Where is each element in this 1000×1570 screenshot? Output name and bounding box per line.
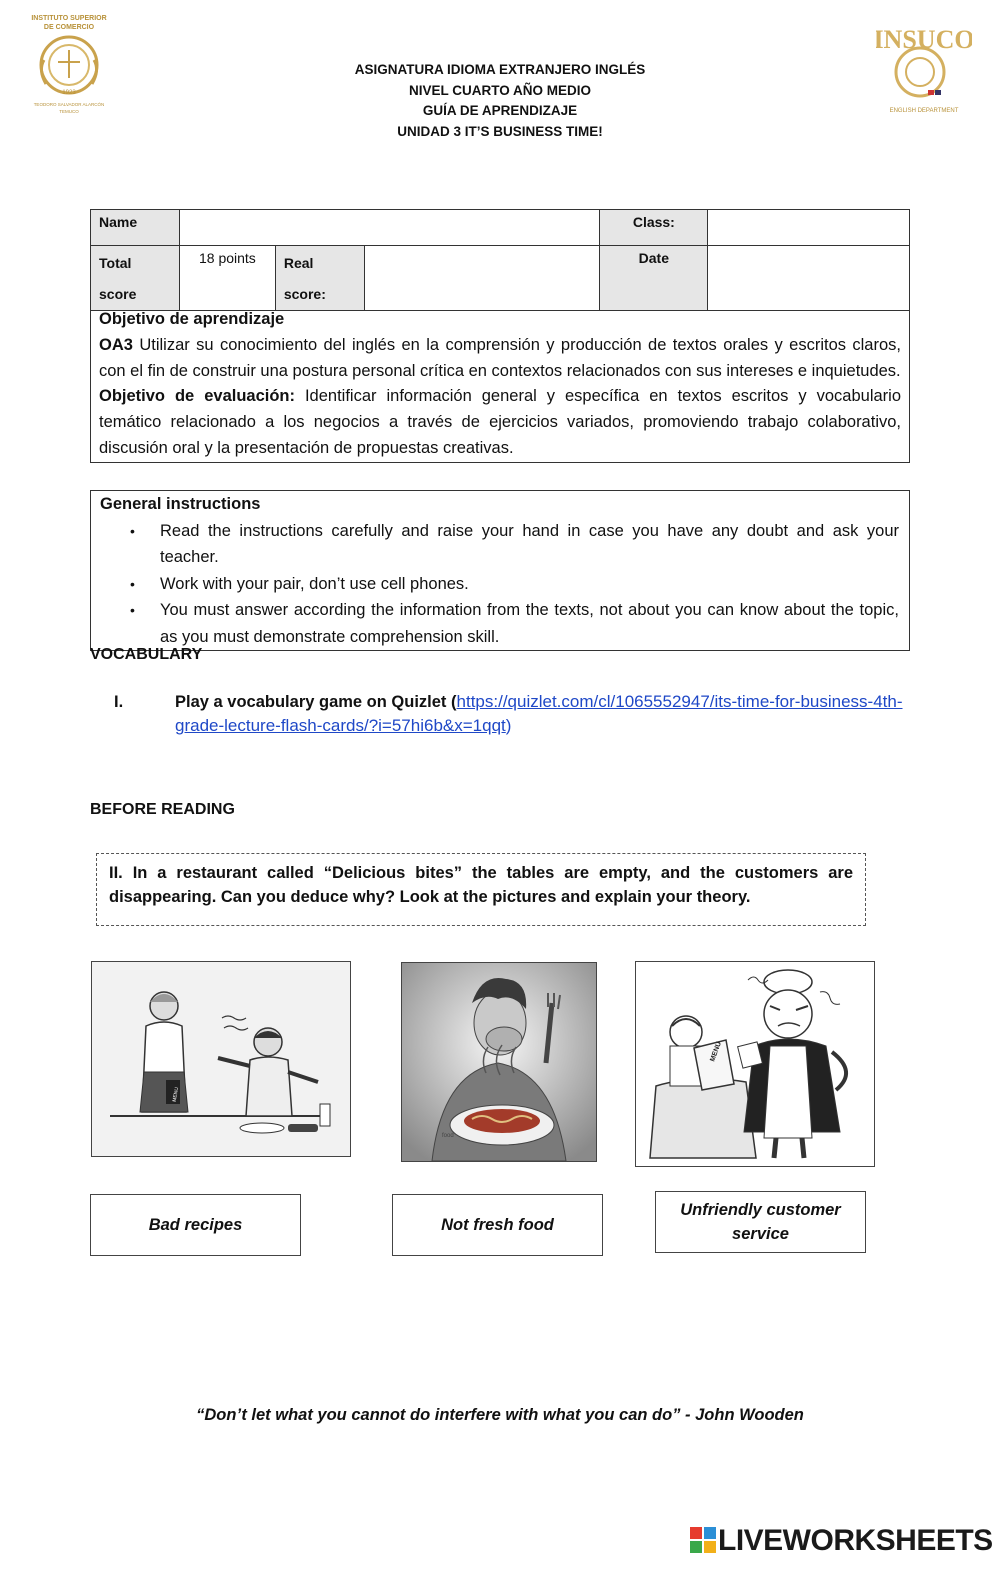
score-label: score	[99, 286, 137, 302]
liveworksheets-text: LIVEWORKSHEETS	[718, 1524, 993, 1557]
caption-unfriendly-service: Unfriendly customer service	[655, 1191, 866, 1253]
oa3-code: OA3	[99, 335, 133, 354]
oa3-text: Utilizar su conocimiento del inglés en la comprensión y producción de textos orales y escritos claros, con el fin de construir una postura personal crítica en contextos relacionados con sus intereses e inquietudes.	[99, 335, 901, 380]
header-unit: UNIDAD 3 IT’S BUSINESS TIME!	[397, 123, 603, 139]
food-label: food	[442, 1133, 454, 1139]
menu-word-3: MENU	[709, 1040, 723, 1063]
evaluation-text: Identificar información general y específica en textos escritos y vocabulario temático relacionado a los negocios a través de ejercicios variados, promoviendo trabajo colaborativo, discusión oral y la presentación de propuestas creativas.	[99, 387, 901, 457]
date-field[interactable]	[708, 246, 910, 311]
real-score-field[interactable]	[364, 246, 600, 311]
total-score-label	[91, 246, 180, 311]
quizlet-link[interactable]: https://quizlet.com/cl/1065552947/its-time-for-business-4th-grade-lecture-flash-cards/?i=57hi6b&x=1qqt	[175, 692, 903, 735]
prompt-text: . In a restaurant called “Delicious bites” the tables are empty, and the customers are disappearing. Can you deduce why? Look at the pictures and explain your theory.	[109, 864, 853, 906]
logo-text-line1: INSTITUTO SUPERIOR	[31, 15, 107, 22]
vocabulary-close-paren: )	[505, 716, 512, 735]
insuco-subtitle: ENGLISH DEPARTMENT	[889, 108, 959, 114]
liveworksheets-icon	[690, 1527, 716, 1553]
class-field[interactable]	[708, 210, 910, 246]
vocabulary-number: I.	[114, 693, 124, 711]
objectives-box	[90, 307, 910, 463]
instruction-item: • Read the instructions carefully and raise your hand in case you have any doubt and ask your teacher.	[160, 518, 899, 571]
caption-bad-recipes: Bad recipes	[90, 1194, 301, 1256]
name-label: Name	[91, 210, 180, 246]
logo-year: 1923	[62, 90, 76, 96]
john-wooden-quote: “Don’t let what you cannot do interfere with what you can do” - John Wooden	[196, 1406, 804, 1424]
insuco-name: INSUCO	[876, 25, 972, 54]
instruction-item: • You must answer according the information from the texts, not about you can know about the topic, as you must demonstrate comprehension skill.	[160, 597, 899, 650]
header-subject: ASIGNATURA IDIOMA EXTRANJERO INGLÉS	[354, 62, 646, 77]
vocabulary-title: VOCABULARY	[90, 646, 203, 663]
student-info-table	[90, 209, 910, 311]
general-instructions-box	[90, 490, 910, 651]
instructions-title: General instructions	[100, 495, 261, 513]
header-guide: GUÍA DE APRENDIZAJE	[422, 103, 578, 118]
vocabulary-intro: Play a vocabulary game on Quizlet (	[175, 693, 457, 711]
restaurant-prompt-box	[96, 853, 866, 926]
instruction-item: • Work with your pair, don’t use cell phones.	[160, 571, 899, 598]
logo-footer2: TEMUCO	[59, 109, 79, 114]
instructions-list	[100, 518, 899, 651]
objectives-title: Objetivo de aprendizaje	[99, 310, 285, 328]
document-header	[0, 60, 1000, 142]
caption-not-fresh-food: Not fresh food	[392, 1194, 603, 1256]
menu-word-1: MENU	[171, 1086, 181, 1103]
total-label: Total	[99, 255, 132, 271]
real-score-colon-label: score:	[283, 286, 326, 302]
real-label: Real	[283, 255, 314, 271]
logo-footer1: TEODORO SALVADOR ALARCÓN	[33, 102, 105, 107]
name-field[interactable]	[179, 210, 599, 246]
prompt-number: II	[109, 864, 119, 882]
evaluation-paragraph	[99, 384, 901, 461]
liveworksheets-watermark	[690, 1524, 993, 1558]
bad-recipes-picture	[91, 961, 351, 1157]
not-fresh-food-picture	[401, 962, 597, 1162]
oa3-paragraph	[99, 333, 901, 385]
before-reading-title: BEFORE READING	[90, 801, 235, 818]
real-score-label	[275, 246, 364, 311]
vocabulary-text	[175, 690, 905, 738]
header-level: NIVEL CUARTO AÑO MEDIO	[408, 82, 591, 98]
unfriendly-service-picture	[635, 961, 875, 1167]
total-score-value: 18 points	[179, 246, 275, 311]
logo-text-line2: DE COMERCIO	[43, 24, 95, 31]
evaluation-label: Objetivo de evaluación:	[99, 387, 295, 406]
class-label: Class:	[600, 210, 708, 246]
date-label: Date	[600, 246, 708, 311]
